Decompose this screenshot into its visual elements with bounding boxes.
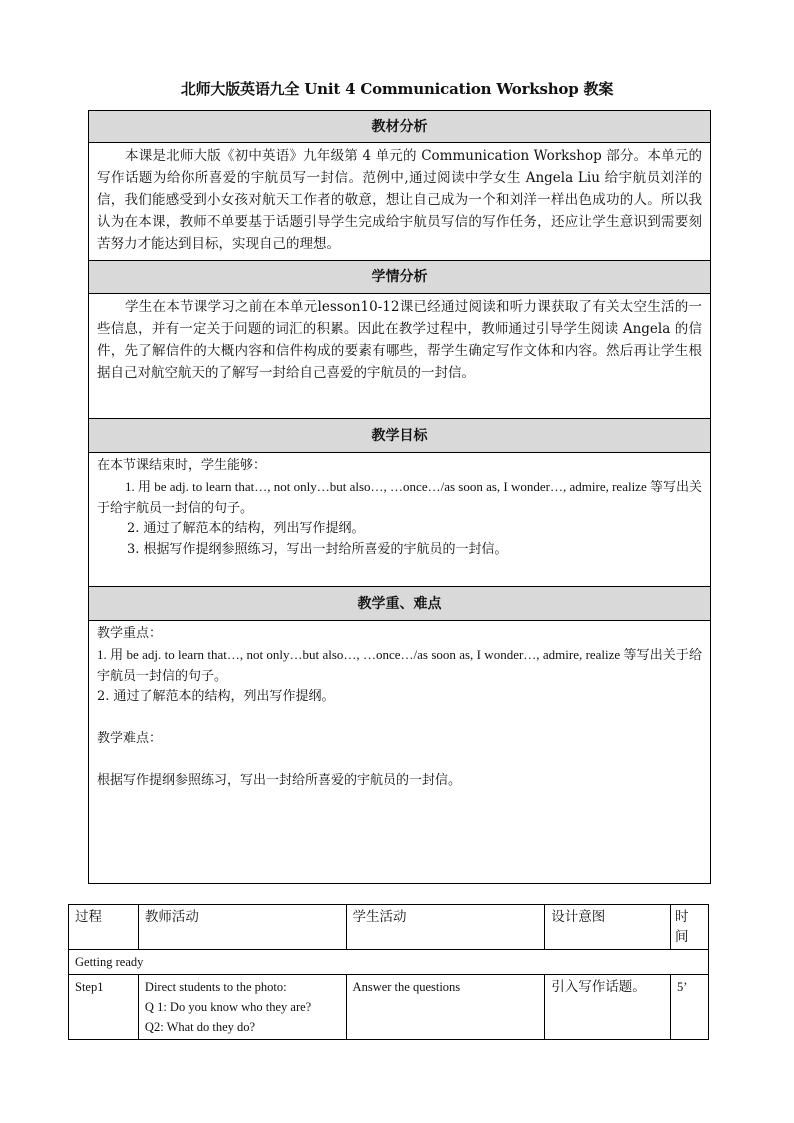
stage-label: Getting ready [69,950,709,975]
teacher-line-1: Direct students to the photo: [144,980,287,994]
objectives-intro: 在本节课结束时，学生能够： [97,458,267,473]
teacher-line-3: Q2: What do they do? [144,1020,256,1034]
difficulty-label: 教学难点： [97,731,163,746]
key-item-2: 2. 通过了解范本的结构，列出写作提纲。 [97,689,335,704]
header-time [670,905,708,950]
student-activity: Answer the questions [346,975,545,1040]
objective-item-2: 2. 通过了解范本的结构，列出写作提纲。 [127,521,365,536]
process-table [68,904,709,1040]
table-row [69,975,709,1040]
objectives-heading: 教学目标 [89,419,710,453]
learners-heading: 学情分析 [89,261,710,294]
time-value: 5’ [670,975,708,1040]
step-label: Step1 [69,975,139,1040]
learners-text: 学生在本节课学习之前在本单元lesson10-12课已经通过阅读和听力课获取了有关太空生活的一些信息，并有一定关于问题的词汇的积累。因此在教学过程中，教师通过引导学生阅读 Angela 的信件，先了解信件的大概内容和信件构成的要素有哪些，帮学生确定写作文体和内容。然后再让学生根据自己对航空航天的了解写一封给自己喜爱的宇航员的一封信。 [97,299,702,381]
materials-text: 本课是北师大版《初中英语》九年级第 4 单元的 Communication Workshop 部分。本单元的写作话题为给你所喜爱的宇航员写一封信。范例中,通过阅读中学女生 Angela Liu 给宇航员刘洋的信，我们能感受到小女孩对航天工作者的敬意，想让自己成为一个和刘洋一样出色成功的人。所以我认为在本课，教师不单要基于话题引导学生完成给宇航员写信的写作任务，还应让学生意识到需要刻苦努力才能达到目标，实现自己的理想。 [97,148,702,252]
header-time-text: 时间 [674,909,689,945]
key-item-1: 1. 用 be adj. to learn that…, not only…but also…, …once…/as soon as, I wonder…, admire, realize 等写出关于给宇航员一封信的句子。 [97,647,702,683]
design-intent: 引入写作话题。 [545,975,671,1040]
learners-body [89,294,710,419]
stage-row [69,950,709,975]
objective-item-3: 3. 根据写作提纲参照练习，写出一封给所喜爱的宇航员的一封信。 [127,542,508,557]
keypoints-body [89,621,710,883]
objectives-body [89,453,710,587]
materials-body [89,143,710,261]
materials-heading: 教材分析 [89,111,710,143]
difficulty-text: 根据写作提纲参照练习，写出一封给所喜爱的宇航员的一封信。 [97,773,462,788]
process-header-row [69,905,709,950]
objective-item-1: 1. 用 be adj. to learn that…, not only…but also…, …once…/as soon as, I wonder…, admire, realize 等写出关于给宇航员一封信的句子。 [97,479,702,515]
teacher-line-2: Q 1: Do you know who they are? [144,1000,312,1014]
key-label: 教学重点： [97,626,163,641]
keypoints-heading: 教学重、难点 [89,587,710,621]
header-teacher: 教师活动 [138,905,346,950]
lesson-plan-table [88,110,711,884]
header-process: 过程 [69,905,139,950]
teacher-activity [138,975,346,1040]
header-student: 学生活动 [346,905,545,950]
header-intent: 设计意图 [545,905,671,950]
document-title: 北师大版英语九全 Unit 4 Communication Workshop 教案 [180,80,614,98]
